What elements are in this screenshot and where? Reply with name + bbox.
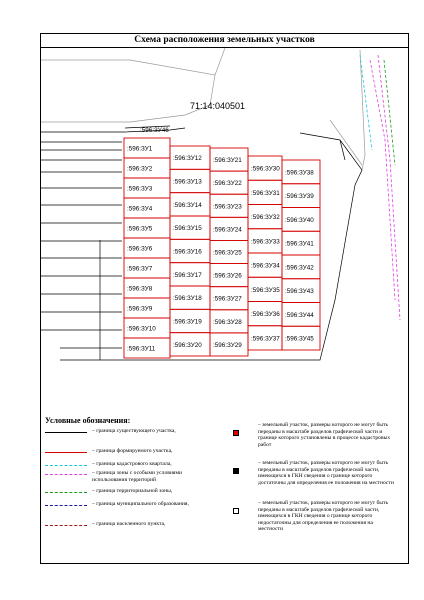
parcel-label: :596:ЗУ9: [127, 305, 153, 313]
parcel-label: :596:ЗУ15: [173, 225, 202, 233]
legend-line-label: – граница формируемого участка,: [92, 448, 173, 454]
legend-line-label: – граница существующего участка,: [92, 428, 176, 434]
legend-line-item: [45, 428, 212, 438]
parcel-labels: [127, 127, 314, 353]
legend-marker-item: [233, 500, 403, 533]
legend-line-item: [45, 470, 212, 483]
parcel-label: :596:ЗУ7: [127, 265, 153, 273]
quarter-number: 71:14:040501: [190, 101, 246, 111]
legend-line-label: – граница зоны с особыми условиями использования территорий: [92, 470, 182, 483]
parcel-label: :596:ЗУ19: [173, 318, 202, 326]
legend-line-sample: [45, 492, 87, 493]
parcel-label: :596:ЗУ21: [213, 157, 242, 165]
legend-marker-label: – земельный участок, размеры которого не могут быть переданы в масштабе разделов графической части и границе которого установлены в процессе кадастровых работ: [258, 422, 391, 448]
parcel-label: :596:ЗУ42: [285, 264, 314, 272]
legend-line-item: [45, 448, 212, 458]
parcel-label: :596:ЗУ6: [127, 245, 153, 253]
parcel-label: :596:ЗУ27: [213, 295, 242, 303]
legend-line-label: – граница муниципального образования,: [92, 501, 189, 507]
parcel-label: :596:ЗУ37: [251, 335, 280, 343]
parcel-label: :596:ЗУ24: [213, 226, 242, 234]
legend-line-sample: [45, 505, 87, 506]
page-title: Схема расположения земельных участков: [40, 33, 409, 48]
legend-marker-square: [233, 468, 239, 474]
legend-line-item: [45, 501, 212, 511]
legend-marker-item: [233, 422, 403, 448]
parcel-label: :596:ЗУ8: [127, 285, 153, 293]
parcel-label: :596:ЗУ3: [127, 185, 153, 193]
legend-line-sample: [45, 432, 87, 433]
parcel-label: :596:ЗУ33: [251, 238, 280, 246]
parcel-label: :596:ЗУ40: [285, 216, 314, 224]
parcel-label: :596:ЗУ35: [251, 286, 280, 294]
legend-marker-square: [233, 508, 239, 514]
parcel-label: :596:ЗУ32: [251, 214, 280, 222]
parcel-label: :596:ЗУ2: [127, 165, 153, 173]
legend-line-sample: [45, 452, 87, 453]
parcel-label: :596:ЗУ39: [285, 193, 314, 201]
parcel-label: :596:ЗУ41: [285, 240, 314, 248]
legend-heading: Условные обозначения:: [45, 416, 131, 425]
legend-marker-item: [233, 460, 403, 486]
parcel-label: :596:ЗУ5: [127, 225, 153, 233]
parcel-label: :596:ЗУ38: [285, 169, 314, 177]
parcel-label: :596:ЗУ44: [285, 311, 314, 319]
legend-line-sample: [45, 474, 87, 475]
parcel-label: :596:ЗУ4: [127, 205, 153, 213]
legend-marker-square: [233, 430, 239, 436]
legend-line-label: – граница населенного пункта,: [92, 521, 166, 527]
parcel-label: :596:ЗУ11: [127, 345, 156, 353]
parcel-label: :596:ЗУ34: [251, 262, 280, 270]
parcel-label: :596:ЗУ12: [173, 155, 202, 163]
legend-line-label: – граница территориальной зоны,: [92, 488, 173, 494]
parcel-label: :596:ЗУ14: [173, 201, 202, 209]
parcel-label: :596:ЗУ25: [213, 249, 242, 257]
parcel-label: :596:ЗУ16: [173, 248, 202, 256]
parcel-label: :596:ЗУ23: [213, 203, 242, 211]
parcel-label: :596:ЗУ1: [127, 145, 153, 153]
parcel-label: :596:ЗУ29: [213, 341, 242, 349]
parcel-label: :596:ЗУ30: [251, 165, 280, 173]
parcel-label: :596:ЗУ10: [127, 325, 156, 333]
legend-line-label: – граница кадастрового квартала,: [92, 461, 172, 467]
legend-line-item: [45, 521, 212, 531]
parcel-label: :596:ЗУ46: [140, 127, 169, 134]
parcel-label: :596:ЗУ28: [213, 318, 242, 326]
parcel-label: :596:ЗУ13: [173, 178, 202, 186]
legend-marker-label: – земельный участок, размеры которого не могут быть переданы в масштабе разделов графической части, имеющихся в ГКН сведения о границе которого достаточны для определения ее положения на местности: [258, 460, 394, 486]
parcel-label: :596:ЗУ45: [285, 335, 314, 343]
legend-line-sample: [45, 465, 87, 466]
parcel-label: :596:ЗУ20: [173, 341, 202, 349]
legend-marker-label: – земельный участок, размеры которого не могут быть переданы в масштабе разделов графической части, имеющихся в ГКН сведения о границе которого недостаточны для определения ее положения на местности: [258, 500, 389, 533]
parcel-label: :596:ЗУ26: [213, 272, 242, 280]
parcel-label: :596:ЗУ31: [251, 189, 280, 197]
parcel-label: :596:ЗУ17: [173, 271, 202, 279]
zone-boundaries: [360, 55, 400, 320]
parcel-label: :596:ЗУ43: [285, 288, 314, 296]
parcel-label: :596:ЗУ36: [251, 311, 280, 319]
legend-line-sample: [45, 525, 87, 526]
parcel-label: :596:ЗУ22: [213, 180, 242, 188]
parcel-label: :596:ЗУ18: [173, 295, 202, 303]
legend-line-item: [45, 488, 212, 498]
